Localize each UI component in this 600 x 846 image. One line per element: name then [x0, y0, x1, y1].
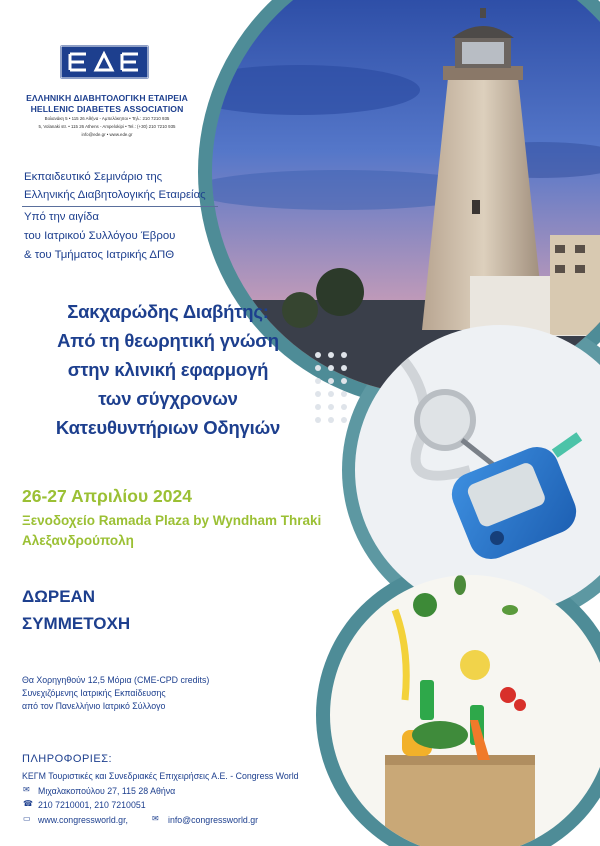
cme-credits-line-1: Θα Χορηγηθούν 12,5 Μόρια (CME-CPD credits) — [22, 675, 210, 685]
association-name-english: HELLENIC DIABETES ASSOCIATION — [30, 104, 184, 114]
free-participation-line-1: ΔΩΡΕΑΝ — [22, 587, 96, 606]
event-title-line-5: Κατευθυντήριων Οδηγιών — [55, 417, 281, 438]
cme-credits-line-2: Συνεχιζόμενης Ιατρικής Εκπαίδευσης — [22, 688, 166, 698]
event-date: 26-27 Απριλίου 2024 — [22, 486, 192, 506]
auspices-line-2: του Ιατρικού Συλλόγου Έβρου — [24, 230, 176, 242]
seminar-divider — [22, 206, 218, 207]
mail-icon: ✉ — [23, 785, 30, 794]
logo-mark — [60, 45, 149, 79]
phone-icon: ☎ — [23, 799, 33, 808]
auspices-line-1: Υπό την αιγίδα — [24, 211, 99, 223]
cme-credits-line-3: από τον Πανελλήνιο Ιατρικό Σύλλογο — [22, 701, 166, 711]
event-title-line-1: Σακχαρώδης Διαβήτης: — [67, 301, 269, 322]
association-name-greek: ΕΛΛΗΝΙΚΗ ΔΙΑΒΗΤΟΛΟΓΙΚΗ ΕΤΑΙΡΕΙΑ — [26, 93, 188, 103]
address-english: 5, Volanaki str. • 115 26 Athens - Ampelokipi • Tel.: (+30) 210 7210 935 — [38, 124, 176, 129]
seminar-line-1: Εκπαιδευτικό Σεμινάριο της — [24, 171, 163, 183]
event-title-line-2: Από τη θεωρητική γνώση — [57, 330, 279, 351]
event-title-line-3: στην κλινική εφαρμογή — [67, 359, 269, 380]
event-title-line-4: των σύγχρονων — [98, 388, 238, 409]
computer-icon: ▭ — [23, 814, 31, 823]
association-contact: info@ede.gr • www.ede.gr — [81, 132, 133, 137]
seminar-line-2: Ελληνικής Διαβητολογικής Εταιρείας — [24, 189, 206, 201]
info-address: Μιχαλακοπούλου 27, 115 28 Αθήνα — [38, 786, 176, 796]
info-phones: 210 7210001, 210 7210051 — [38, 800, 146, 810]
event-city: Αλεξανδρούπολη — [22, 533, 134, 548]
free-participation-line-2: ΣΥΜΜΕΤΟΧΗ — [22, 614, 131, 633]
info-company: ΚΕΓΜ Τουριστικές και Συνεδριακές Επιχειρήσεις Α.Ε. - Congress World — [22, 771, 299, 781]
info-heading: ΠΛΗΡΟΦΟΡΙΕΣ: — [22, 753, 113, 765]
address-greek: Βολανάκη 5 • 115 26 Αθήνα - Αμπελόκηποι • Τηλ.: 210 7210 935 — [44, 116, 170, 121]
email-icon: ✉ — [152, 814, 159, 823]
auspices-line-3: & του Τμήματος Ιατρικής ΔΠΘ — [24, 249, 175, 261]
info-website[interactable]: www.congressworld.gr, — [38, 815, 128, 825]
info-email[interactable]: info@congressworld.gr — [168, 815, 259, 825]
event-venue: Ξενοδοχείο Ramada Plaza by Wyndham Thraki — [22, 513, 322, 528]
association-logo — [60, 45, 149, 79]
